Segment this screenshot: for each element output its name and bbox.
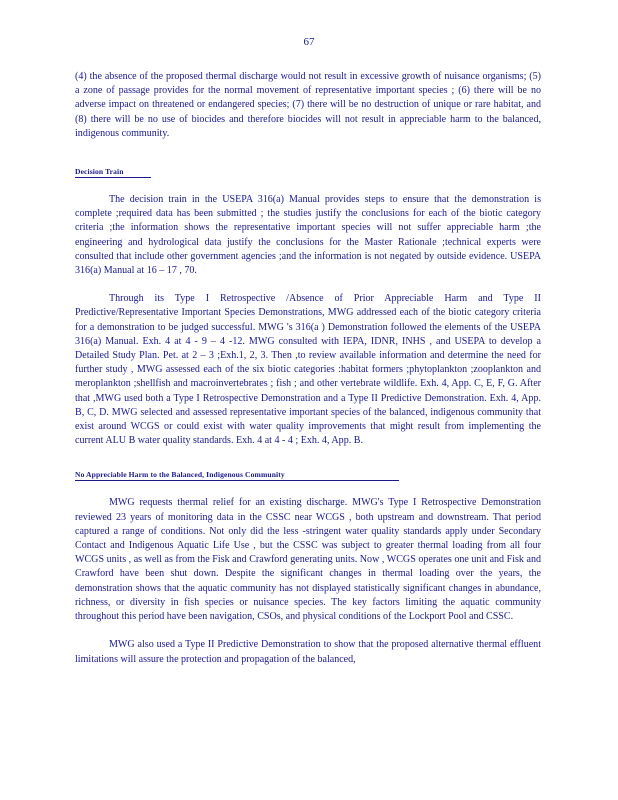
paragraph-criteria-list: (4) the absence of the proposed thermal discharge would not result in excessive growth of nuisance organisms; (5) a zone of passage provides for the normal movement of representative important species ; (6) there will be no adverse impact on threatened or endangered species; (7) there will be no destruction of unique or rare habitat, and (8) there will be no use of biocides and therefore biocides will not result in appreciable harm to the balanced, indigenous community. xyxy=(75,71,541,139)
paragraph-demonstrations: Through its Type I Retrospective /Absence of Prior Appreciable Harm and Type II Predictive/Representative Important Species Demonstrations, MWG addressed each of the biotic category criteria for a demonstration to be judged successful. MWG 's 316(a ) Demonstration followed the elements of the USEPA 316(a) Manual. Exh. 4 at 4 - 9 – 4 -12. MWG consulted with IEPA, IDNR, INHS , and USEPA to develop a Detailed Study Plan. Pet. at 2 – 3 ;Exh.1, 2, 3. Then ,to review available information and determine the need for further study , MWG assessed each of the six biotic categories :habitat formers ;phytoplankton ;zooplankton and meroplankton ;shellfish and macroinvertebrates ; fish ; and other vertebrate wildlife. Exh. 4, App. C, E, F, G. After that ,MWG used both a Type I Retrospective Demonstration and a Type II Predictive Demonstration. Exh. 4, App. B, C, D. MWG selected and assessed representative important species of the balanced, indigenous community that exist around WCGS or could exist with water quality improvements that might result from implementing the current ALU B water quality standards. Exh. 4 at 4 - 4 ; Exh. 4, App. B. xyxy=(75,293,541,447)
document-body xyxy=(75,70,541,667)
section-heading-wrap xyxy=(75,464,541,482)
section-heading-decision-train: Decision Train xyxy=(75,167,151,178)
paragraph-decision-train: The decision train in the USEPA 316(a) Manual provides steps to ensure that the demonstration is complete ;required data has been submitted ; the studies justify the conclusions for each of the biotic category criteria ;the information shows the representative important species will not suffer appreciable harm ;the engineering and hydrological data justify the conclusions for the Master Rationale ;technical experts were consulted that include other government agencies ;and the information is not negated by outside evidence. USEPA 316(a) Manual at 16 – 17 , 70. xyxy=(75,194,541,277)
paragraph-type-ii-predictive: MWG also used a Type II Predictive Demonstration to show that the proposed alternative thermal effluent limitations will assure the protection and propagation of the balanced, xyxy=(75,639,541,665)
page-number: 67 xyxy=(303,36,315,48)
section-heading-no-appreciable-harm: No Appreciable Harm to the Balanced, Indigenous Community xyxy=(75,470,399,481)
paragraph-thermal-relief: MWG requests thermal relief for an existing discharge. MWG's Type I Retrospective Demonstration reviewed 23 years of monitoring data in the CSSC near WCGS , both upstream and downstream. That period captured a range of conditions. Not only did the less -stringent water quality standards apply under Secondary Contact and Indigenous Aquatic Life Use , but the CSSC was subject to greater thermal loading from all four WCGS units , as well as from the Fisk and Crawford generating units. Now , WCGS operates one unit and Fisk and Crawford have been shut down. Despite the significant changes in thermal loading over the years, the demonstration shows that the aquatic community has not displayed statistically significant changes in abundance, richness, or diversity in fish species or nuisance species. The key factors limiting the aquatic community throughout this period have been navigation, CSOs, and physical conditions of the Lockport Pool and CSSC. xyxy=(75,497,541,623)
section-heading-wrap xyxy=(75,161,541,179)
